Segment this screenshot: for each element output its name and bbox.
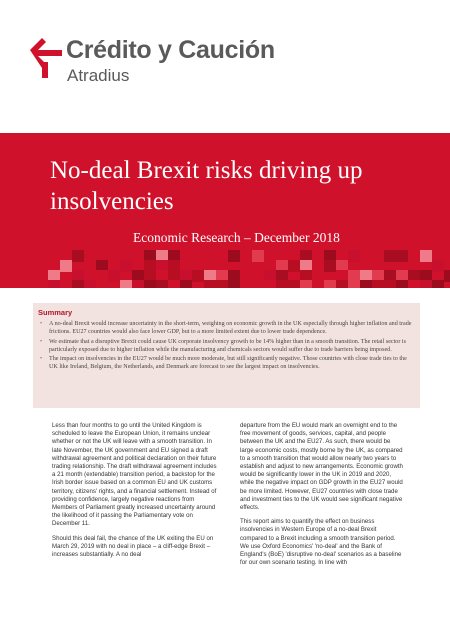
mosaic-tile: [372, 280, 384, 288]
brand-name: Crédito y Caución: [66, 36, 275, 64]
mosaic-tile: [420, 250, 432, 262]
brand-logo: [28, 34, 328, 94]
report-title: No-deal Brexit risks driving up insolvencies: [50, 157, 363, 215]
mosaic-tile: [312, 270, 324, 282]
mosaic-tile: [168, 280, 180, 288]
mosaic-tile: [420, 280, 432, 288]
mosaic-tile: [348, 280, 360, 288]
mosaic-tile: [384, 250, 396, 262]
mosaic-tile: [156, 280, 168, 288]
mosaic-tile: [108, 270, 120, 282]
mosaic-tile: [120, 280, 132, 288]
summary-list: [40, 320, 416, 373]
mosaic-tile: [264, 280, 276, 288]
mosaic-tile: [432, 260, 444, 272]
report-subtitle: Economic Research – December 2018: [133, 230, 340, 245]
mosaic-tile: [192, 250, 204, 262]
mosaic-tile: [48, 280, 60, 288]
mosaic-tile: [72, 280, 84, 288]
mosaic-tile: [384, 280, 396, 288]
mosaic-tile: [240, 280, 252, 288]
summary-bullet: • The impact on insolvencies in the EU27 would be much more moderate, but still significantly negative. Those countries with close trade ties to the UK like Ireland, Belgium, the Netherlands, and Denmark are forecast to see the largest impact on insolvencies.: [40, 355, 416, 371]
mosaic-tile: [396, 250, 408, 262]
mosaic-tile: [180, 280, 192, 288]
mosaic-tile: [288, 280, 300, 288]
body-paragraph: Less than four months to go until the United Kingdom is scheduled to leave the European Union, it remains unclear whether or not the UK will leave with a smooth transition. In late November, the UK government and EU signed a draft withdrawal agreement and political declaration on their future trading relationship. The draft withdrawal agreement includes a 21 month (extendable) transition period, a backstop for the Irish border issue based on a common EU and UK customs territory, citizens' rights, and a financial settlement. Instead of providing confidence, largely negative reactions from Members of Parliament greatly increased uncertainty around the likelihood of it passing the Parliamentary vote on December 11.: [52, 422, 217, 528]
body-paragraph: departure from the EU would mark an overnight end to the free movement of goods, services, capital, and people between the UK and the EU27. As such, there would be large economic costs, mostly borne by the UK, as compared to a smooth transition that would allow nearly two years to establish and adjust to new arrangements. Economic growth would be significantly lower in the UK in 2019 and 2020, while the negative impact on GDP growth in the EU27 would be more limited. However, EU27 countries with close trade and investment ties to the UK would see significant negative effects.: [240, 422, 403, 512]
mosaic-tile: [336, 280, 348, 288]
brand-mark-icon: [28, 34, 64, 78]
mosaic-tile: [348, 250, 360, 262]
decorative-mosaic: [0, 250, 450, 288]
mosaic-tile: [216, 280, 228, 288]
mosaic-tile: [360, 280, 372, 288]
mosaic-tile: [132, 280, 144, 288]
mosaic-tile: [84, 280, 96, 288]
mosaic-tile: [432, 280, 444, 288]
summary-heading: Summary: [38, 308, 73, 317]
mosaic-tile: [324, 280, 336, 288]
body-paragraph: Should this deal fail, the chance of the UK exiting the EU on March 29, 2019 with no deal in place – a cliff-edge Brexit – increases substantially. A no deal: [52, 534, 214, 559]
mosaic-tile: [228, 280, 240, 288]
body-paragraph: This report aims to quantify the effect on business insolvencies in Western Europe of a no-deal Brexit compared to a Brexit including a smooth transition period. We use Oxford Economics' 'no-deal' and the Bank of England's (BoE) 'disruptive no-deal' scenarios as a baseline for our own scenario testing. In line with: [240, 518, 402, 567]
mosaic-tile: [396, 280, 408, 288]
mosaic-tile: [204, 280, 216, 288]
mosaic-tile: [288, 260, 300, 272]
mosaic-tile: [228, 250, 240, 262]
mosaic-tile: [120, 260, 132, 272]
mosaic-tile: [252, 250, 264, 262]
body-column-left: [52, 422, 217, 565]
body-column-right: [240, 422, 405, 573]
brand-sub: Atradius: [67, 66, 130, 85]
mosaic-tile: [276, 280, 288, 288]
mosaic-tile: [144, 280, 156, 288]
mosaic-tile: [444, 270, 450, 282]
mosaic-tile: [324, 260, 336, 272]
mosaic-tile: [408, 280, 420, 288]
mosaic-tile: [300, 280, 312, 288]
mosaic-tile: [72, 250, 84, 262]
summary-bullet: • We estimate that a disruptive Brexit could cause UK corporate insolvency growth to be 14% higher than in a smooth transition. The retail sector is particularly exposed due to higher inflation while the manufacturing and chemicals sectors would suffer due to trade barriers being imposed.: [40, 338, 416, 354]
mosaic-tile: [60, 260, 72, 272]
mosaic-tile: [96, 280, 108, 288]
summary-bullet: • A no-deal Brexit would increase uncertainty in the short-term, weighing on economic growth in the UK especially through higher inflation and trade frictions. EU27 countries would also face lower GDP, but to a more limited extent due to lower trade dependence.: [40, 320, 416, 336]
mosaic-tile: [192, 270, 204, 282]
